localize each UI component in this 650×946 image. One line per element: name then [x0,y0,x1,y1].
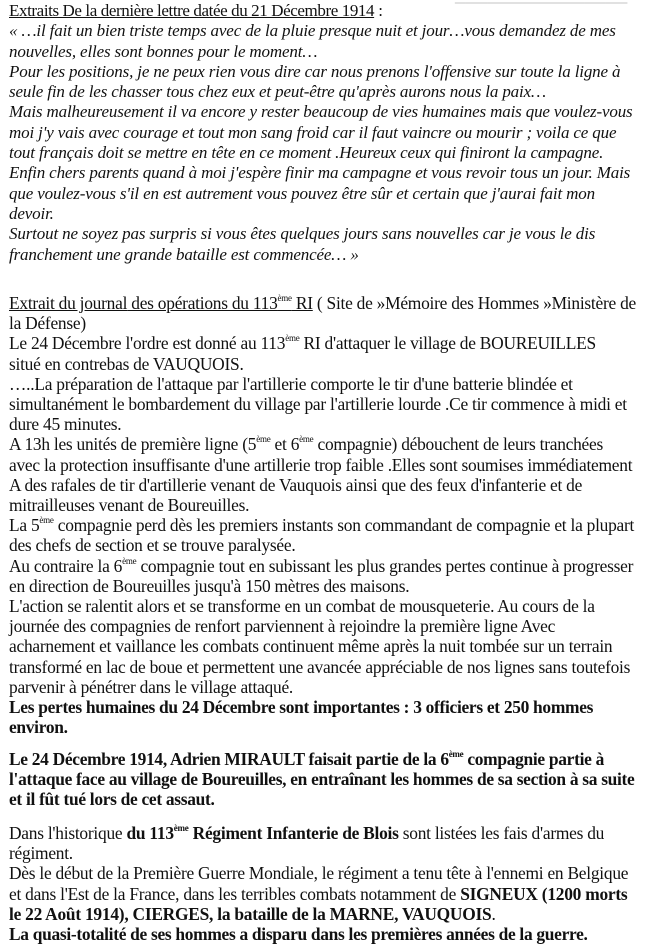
regiment-history [9,823,645,944]
journal-title: Extrait du journal des opérations du 113ème RI [9,293,313,313]
letter-line: tout français doit se mettre en tête en ce moment .Heureux ceux qui finiront la campagne. [9,143,604,163]
letter-line: moi j'y vais avec courage et tout mon sang froid car il faut vaincre ou mourir ; voila ce que [9,122,617,142]
letter-line: Pour les positions, je ne peux rien vous dire car nous prenons l'offensive sur toute la ligne à [9,61,621,81]
journal-line: A des rafales de tir d'artillerie venant de Vauquois ainsi que des feux d'infanterie et de [9,474,583,495]
letter-line: « …il fait un bien triste temps avec de la pluie presque nuit et jour…vous demandez de mes [9,21,616,41]
journal-heading [9,293,645,313]
mirault-conclusion [9,749,645,810]
letter-heading: Extraits De la dernière lettre datée du 21 Décembre 1914 : [9,1,383,20]
journal-line: simultanément le bombardement du village par l'artillerie lourde .Ce tir commence à midi et [9,394,627,415]
letter-line: Surtout ne soyez pas surpris si vous êtes quelques jours sans nouvelles car je vous le dis [9,224,596,244]
regiment-name: Régiment Infanterie de Blois [188,823,399,843]
history-line: le 22 Août 1914), CIERGES, la bataille de la MARNE, VAUQUOIS. [9,903,496,924]
letter-line: devoir. [9,203,54,223]
journal-source: ( Site de »Mémoire des Hommes »Ministère de [312,293,636,313]
conclusion-line: et il fût tué lors de cet assaut. [9,789,215,810]
history-closing: La quasi-totalité de ses hommes a disparu dans les premières années de la guerre. [9,924,588,945]
journal-line: transformé en lac de boue et permettent une avancée appréciable de nos lignes sans toutefois [9,656,631,677]
journal-line: situé en contrebas de VAUQUOIS. [9,353,244,374]
journal-line: mitrailleuses venant de Boureuilles. [9,495,250,516]
journal-paragraph-order: Le 24 Décembre l'ordre est donné au 113ème RI d'attaquer le village de BOUREUILLES [9,333,596,354]
journal-extract [9,293,645,737]
letter-line: seule fin de les chasser tous chez eux et peut-être qu'après aurons nous la paix… [9,82,546,102]
letter-line: nouvelles, elles sont bonnes pour le moment… [9,41,318,61]
letter-line: Enfin chers parents quand à moi j'espère finir ma campagne et vous revoir tous un jour. Mais [9,163,631,183]
letter-extract [9,1,645,265]
conclusion-line: Le 24 Décembre 1914, Adrien MIRAULT faisait partie de la 6ème compagnie partie à [9,749,604,769]
journal-line: …..La préparation de l'attaque par l'artillerie comporte le tir d'une batterie blindée et [9,373,573,394]
journal-line: L'action se ralentit alors et se transforme en un combat de mousqueterie. Au cours de la [9,596,595,617]
losses-statement-cont: environ. [9,717,68,738]
journal-line: dure 45 minutes. [9,414,122,435]
history-line: et dans l'Est de la France, dans les terribles combats notamment de SIGNEUX (1200 morts [9,883,628,904]
journal-paragraph-5th-company: La 5ème compagnie perd dès les premiers instants son commandant de compagnie et la plupart [9,515,635,536]
journal-source-cont: la Défense) [9,313,86,334]
journal-line: avec la protection insuffisante d'une artillerie trop faible .Elles sont soumises immédiatement [9,454,633,475]
history-line: régiment. [9,843,73,864]
letter-line: franchement une grande bataille est commencée… » [9,244,359,264]
letter-line: que voulez-vous s'il en est autrement vous pouvez être sûr et certain que j'aurai fait mon [9,183,595,203]
losses-statement: Les pertes humaines du 24 Décembre sont importantes : 3 officiers et 250 hommes [9,697,594,718]
letter-title: Extraits De la dernière lettre datée du 21 Décembre 1914 [9,1,375,20]
journal-line: journée des compagnies de renfort parviennent à rejoindre la première ligne Avec [9,616,556,637]
conclusion-line: l'attaque face au village de Boureuilles, en entraînant les hommes de sa section à sa suite [9,769,635,790]
journal-line: en direction de Boureuilles jusqu'à 150 mètres des maisons. [9,575,410,596]
bleed-through-texture: ▔▔▔▔▔▔▔▔▔▔▔▔▔▔▔▔ [455,4,628,19]
journal-line: parvenir à pénétrer dans le village attaqué. [9,676,294,697]
letter-line: Mais malheureusement il va encore y rester beaucoup de vies humaines mais que voulez-vous [9,102,633,122]
journal-line: acharnement et vaillance les combats continuent même après la nuit tombée sur un terrain [9,636,613,657]
history-line: Dans l'historique du 113ème Régiment Infanterie de Blois sont listées les fais d'armes du [9,823,605,843]
journal-paragraph-6th-company: Au contraire la 6ème compagnie tout en subissant les plus grandes pertes continue à progresser [9,555,634,576]
journal-line: des chefs de section et se trouve paralysée. [9,535,296,556]
history-line: Dès le début de la Première Guerre Mondiale, le régiment a tenu tête à l'ennemi en Belgique [9,863,629,884]
journal-paragraph-assault: A 13h les unités de première ligne (5ème et 6ème compagnie) débouchent de leurs tranchées [9,434,604,455]
